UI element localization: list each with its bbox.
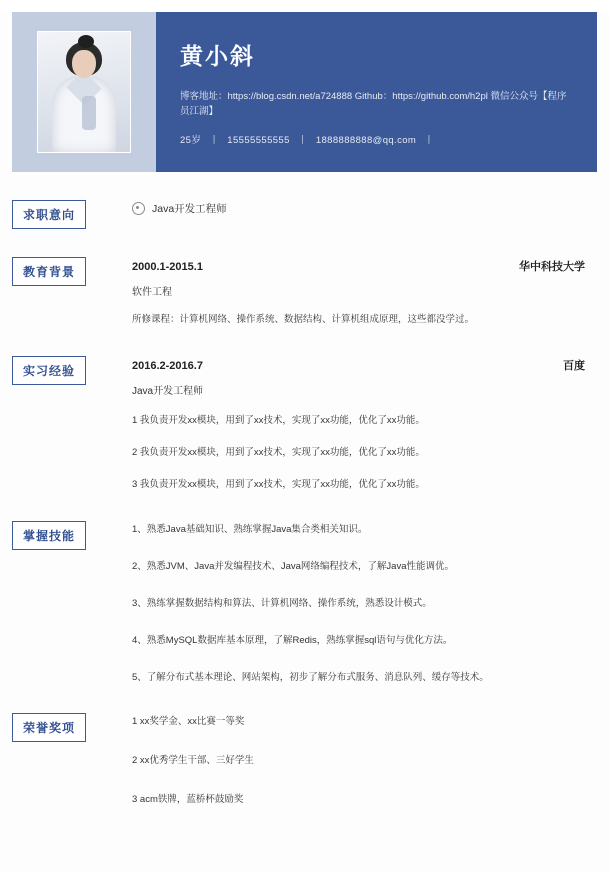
list-item: 3 acm铁牌，蓝桥杯鼓励奖 (132, 794, 244, 805)
section-objective (0, 198, 609, 229)
objective-label-col (12, 198, 132, 229)
header-info (156, 12, 597, 172)
internship-period: 2016.2-2016.7 (132, 360, 203, 372)
education-school: 华中科技大学 (519, 261, 585, 273)
awards-body (132, 711, 597, 807)
contact-basic (180, 133, 570, 148)
candidate-name: 黄小斜 (180, 43, 255, 69)
section-education (0, 255, 609, 328)
awards-label-col (12, 711, 132, 807)
section-title-awards: 荣誉奖项 (12, 713, 86, 742)
internship-role: Java开发工程师 (132, 386, 204, 397)
section-title-education: 教育背景 (12, 257, 86, 286)
section-awards (0, 711, 609, 807)
photo-face-shape (72, 50, 96, 78)
internship-bullet: 2 我负责开发xx模块，用到了xx技术，实现了xx功能，优化了xx功能。 (132, 447, 425, 458)
photo-panel (12, 12, 156, 172)
education-major: 软件工程 (132, 287, 172, 298)
contact-email: 1888888888@qq.com (315, 135, 417, 146)
skills-label-col (12, 519, 132, 685)
section-skills (0, 519, 609, 685)
contact-separator-1: 丨 (209, 135, 220, 146)
objective-value: Java开发工程师 (152, 203, 227, 215)
resume-header (12, 12, 597, 172)
internship-label-col (12, 354, 132, 493)
list-item: 3、熟练掌握数据结构和算法、计算机网络、操作系统，熟悉设计模式。 (132, 598, 432, 609)
resume-page (0, 12, 609, 873)
list-item: 2、熟悉JVM、Java并发编程技术、Java网络编程技术，了解Java性能调优。 (132, 561, 454, 572)
list-item: 5、了解分布式基本理论、网站架构，初步了解分布式服务、消息队列、缓存等技术。 (132, 672, 489, 683)
photo-accent-shape (82, 96, 96, 130)
education-label-col (12, 255, 132, 328)
section-title-skills: 掌握技能 (12, 521, 86, 550)
list-item: 1 xx奖学金、xx比赛一等奖 (132, 716, 245, 727)
skills-body (132, 519, 597, 685)
list-item: 2 xx优秀学生干部、三好学生 (132, 755, 254, 766)
section-title-objective: 求职意向 (12, 200, 86, 229)
list-item: 1、熟悉Java基础知识、熟练掌握Java集合类相关知识。 (132, 524, 368, 535)
internship-company: 百度 (563, 360, 585, 372)
contact-separator-3: 丨 (424, 135, 435, 146)
section-title-internship: 实习经验 (12, 356, 86, 385)
contact-phone: 15555555555 (227, 135, 290, 146)
internship-head (132, 357, 585, 373)
education-body (132, 255, 597, 328)
target-icon (132, 202, 145, 215)
education-period: 2000.1-2015.1 (132, 261, 203, 273)
internship-bullet: 1 我负责开发xx模块，用到了xx技术，实现了xx功能，优化了xx功能。 (132, 415, 425, 426)
contact-separator-2: 丨 (297, 135, 308, 146)
contact-links: 博客地址：https://blog.csdn.net/a724888 Github：https://github.com/h2pl 微信公众号【程序员江湖】 (180, 91, 567, 117)
education-head (132, 258, 585, 274)
contact-age: 25岁 (180, 135, 202, 146)
avatar (37, 31, 131, 153)
objective-row (132, 201, 585, 216)
list-item: 4、熟悉MySQL数据库基本原理，了解Redis，熟练掌握sql语句与优化方法。 (132, 635, 453, 646)
objective-body (132, 198, 597, 229)
section-internship (0, 354, 609, 493)
education-courses: 所修课程：计算机网络、操作系统、数据结构、计算机组成原理，这些都没学过。 (132, 314, 475, 325)
internship-body (132, 354, 597, 493)
internship-bullet: 3 我负责开发xx模块，用到了xx技术，实现了xx功能，优化了xx功能。 (132, 479, 425, 490)
photo-bun-shape (78, 35, 94, 48)
